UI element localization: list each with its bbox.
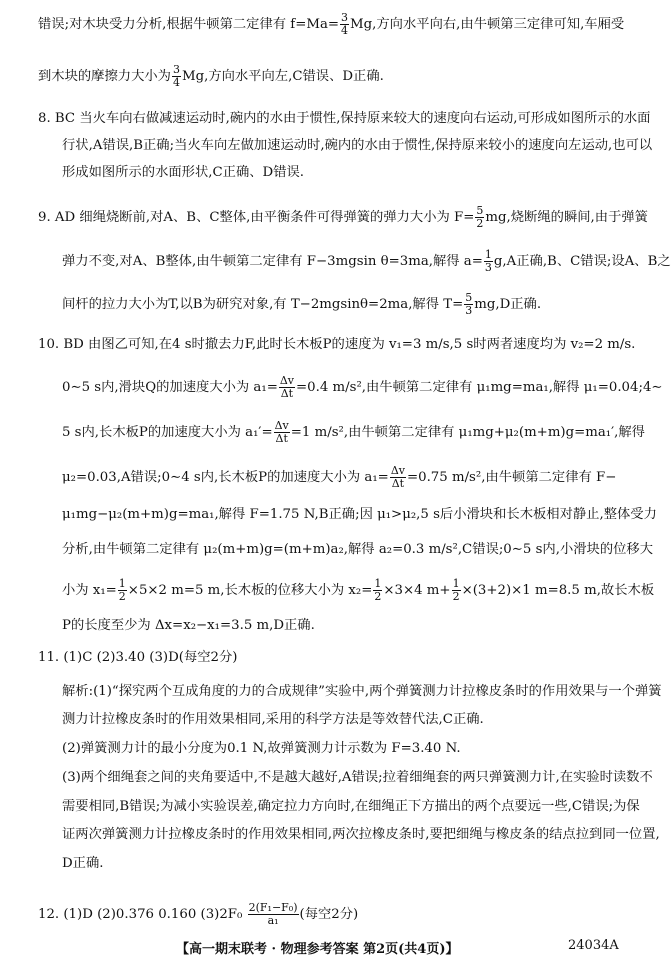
fraction: $\frac{\Delta v}{\Delta t}$	[279, 374, 295, 400]
text-line: 分析,由牛顿第二定律有 μ₂(m+m)g=(m+m)a₂,解得 a₂=0.3 m/s²,C错误;0∼5 s内,小滑块的位移大	[62, 542, 654, 557]
text-line: (3)两个细绳套之间的夹角要适中,不是越大越好,A错误;拉着细绳套的两只弹簧测力计,在实验时读数不	[62, 770, 653, 785]
text-line: 解析:(1)“探究两个互成角度的力的合成规律”实验中,两个弹簧测力计拉橡皮条时的作用效果与一个弹簧	[62, 684, 662, 699]
answer-12-line: 12. (1)D (2)0.376 0.160 (3)2F₀ $\frac{\text{2(F₁−F₀)}}{\text{a₁}}$ (每空2分)	[38, 901, 359, 927]
footer-code: 24034A	[568, 938, 619, 953]
text-line: P的长度至少为 Δx=x₂−x₁=3.5 m,D正确.	[62, 618, 315, 633]
text-line: D正确.	[62, 856, 104, 871]
fraction: $\frac{1}{2}$	[118, 577, 126, 603]
answer-11-line: 11. (1)C (2)3.40 (3)D(每空2分)	[38, 650, 238, 665]
text-line: 形成如图所示的水面形状,C正确、D错误.	[62, 165, 305, 180]
fraction: $\frac{3}{4}$	[172, 63, 180, 89]
fraction: $\frac{\Delta v}{\Delta t}$	[390, 464, 405, 490]
answer-10-line: 10. BD 由图乙可知,在4 s时撤去力F,此时长木板P的速度为 v₁=3 m/s,5 s时两者速度均为 v₂=2 m/s.	[38, 337, 636, 352]
text-line: μ₂=0.03,A错误;0∼4 s内,长木板P的加速度大小为 a₁= $\frac{\Delta v}{\Delta t}$ =0.75 m/s²,由牛顿第二定律有 F−	[62, 464, 617, 490]
fraction: $\frac{1}{2}$	[452, 577, 460, 603]
text-line: 0∼5 s内,滑块Q的加速度大小为 a₁= $\frac{\Delta v}{\Delta t}$ =0.4 m/s²,由牛顿第二定律有 μ₁mg=ma₁,解得 μ₁=0.04;4∼	[62, 374, 663, 400]
fraction: $\frac{1}{2}$	[374, 577, 382, 603]
text-line: 证两次弹簧测力计拉橡皮条时的作用效果相同,两次拉橡皮条时,要把细绳与橡皮条的结点拉到同一位置,	[62, 827, 660, 842]
fraction: $\frac{5}{2}$	[476, 204, 484, 230]
text-line: 到木块的摩擦力大小为 $\frac{3}{4}$ Mg,方向水平向左,C错误、D正确.	[38, 63, 384, 89]
fraction: $\frac{5}{3}$	[465, 291, 473, 317]
fraction: $\frac{1}{3}$	[484, 248, 492, 274]
text-line: 弹力不变,对A、B整体,由牛顿第二定律有 F−3mgsin θ=3ma,解得 a= $\frac{1}{3}$ g,A正确,B、C错误;设A、B之	[62, 248, 671, 274]
text-line: μ₁mg−μ₂(m+m)g=ma₁,解得 F=1.75 N,B正确;因 μ₁>μ₂,5 s后小滑块和长木板相对静止,整体受力	[62, 507, 657, 522]
answer-8-line: 8. BC 当火车向右做减速运动时,碗内的水由于惯性,保持原来较大的速度向右运动,可形成如图所示的水面	[38, 111, 651, 126]
text-line: 行状,A错误,B正确;当火车向左做加速运动时,碗内的水由于惯性,保持原来较小的速度向左运动,也可以	[62, 138, 653, 153]
answer-9-line: 9. AD 细绳烧断前,对A、B、C整体,由平衡条件可得弹簧的弹力大小为 F= $\frac{5}{2}$ mg,烧断绳的瞬间,由于弹簧	[38, 204, 648, 230]
text-line: 需要相同,B错误;为减小实验误差,确定拉力方向时,在细绳正下方描出的两个点要远一些,C错误;为保	[62, 799, 640, 814]
text-line: 5 s内,长木板P的加速度大小为 a₁′= $\frac{\Delta v}{\Delta t}$ =1 m/s²,由牛顿第二定律有 μ₁mg+μ₂(m+m)g=ma₁′,解得	[62, 419, 645, 445]
fraction: $\frac{\Delta v}{\Delta t}$	[274, 419, 289, 445]
text-line: 小为 x₁= $\frac{1}{2}$ ×5×2 m=5 m,长木板的位移大小为 x₂= $\frac{1}{2}$ ×3×4 m+ $\frac{1}{2}$ ×(3+2)×1 m=8.5 m,故长木板	[62, 577, 655, 603]
fraction: $\frac{\text{2(F₁−F₀)}}{\text{a₁}}$	[248, 901, 298, 927]
footer-title: 【高一期末联考 · 物理参考答案 第2页(共4页)】	[176, 942, 459, 957]
text-line: 测力计拉橡皮条时的作用效果相同,采用的科学方法是等效替代法,C正确.	[62, 712, 484, 727]
text-line: 间杆的拉力大小为T,以B为研究对象,有 T−2mgsinθ=2ma,解得 T= $\frac{5}{3}$ mg,D正确.	[62, 291, 542, 317]
fraction: $\frac{3}{4}$	[341, 11, 349, 37]
text-line: 错误;对木块受力分析,根据牛顿第二定律有 f=Ma= $\frac{3}{4}$ Mg,方向水平向右,由牛顿第三定律可知,车厢受	[38, 11, 625, 37]
text-line: (2)弹簧测力计的最小分度为0.1 N,故弹簧测力计示数为 F=3.40 N.	[62, 741, 461, 756]
